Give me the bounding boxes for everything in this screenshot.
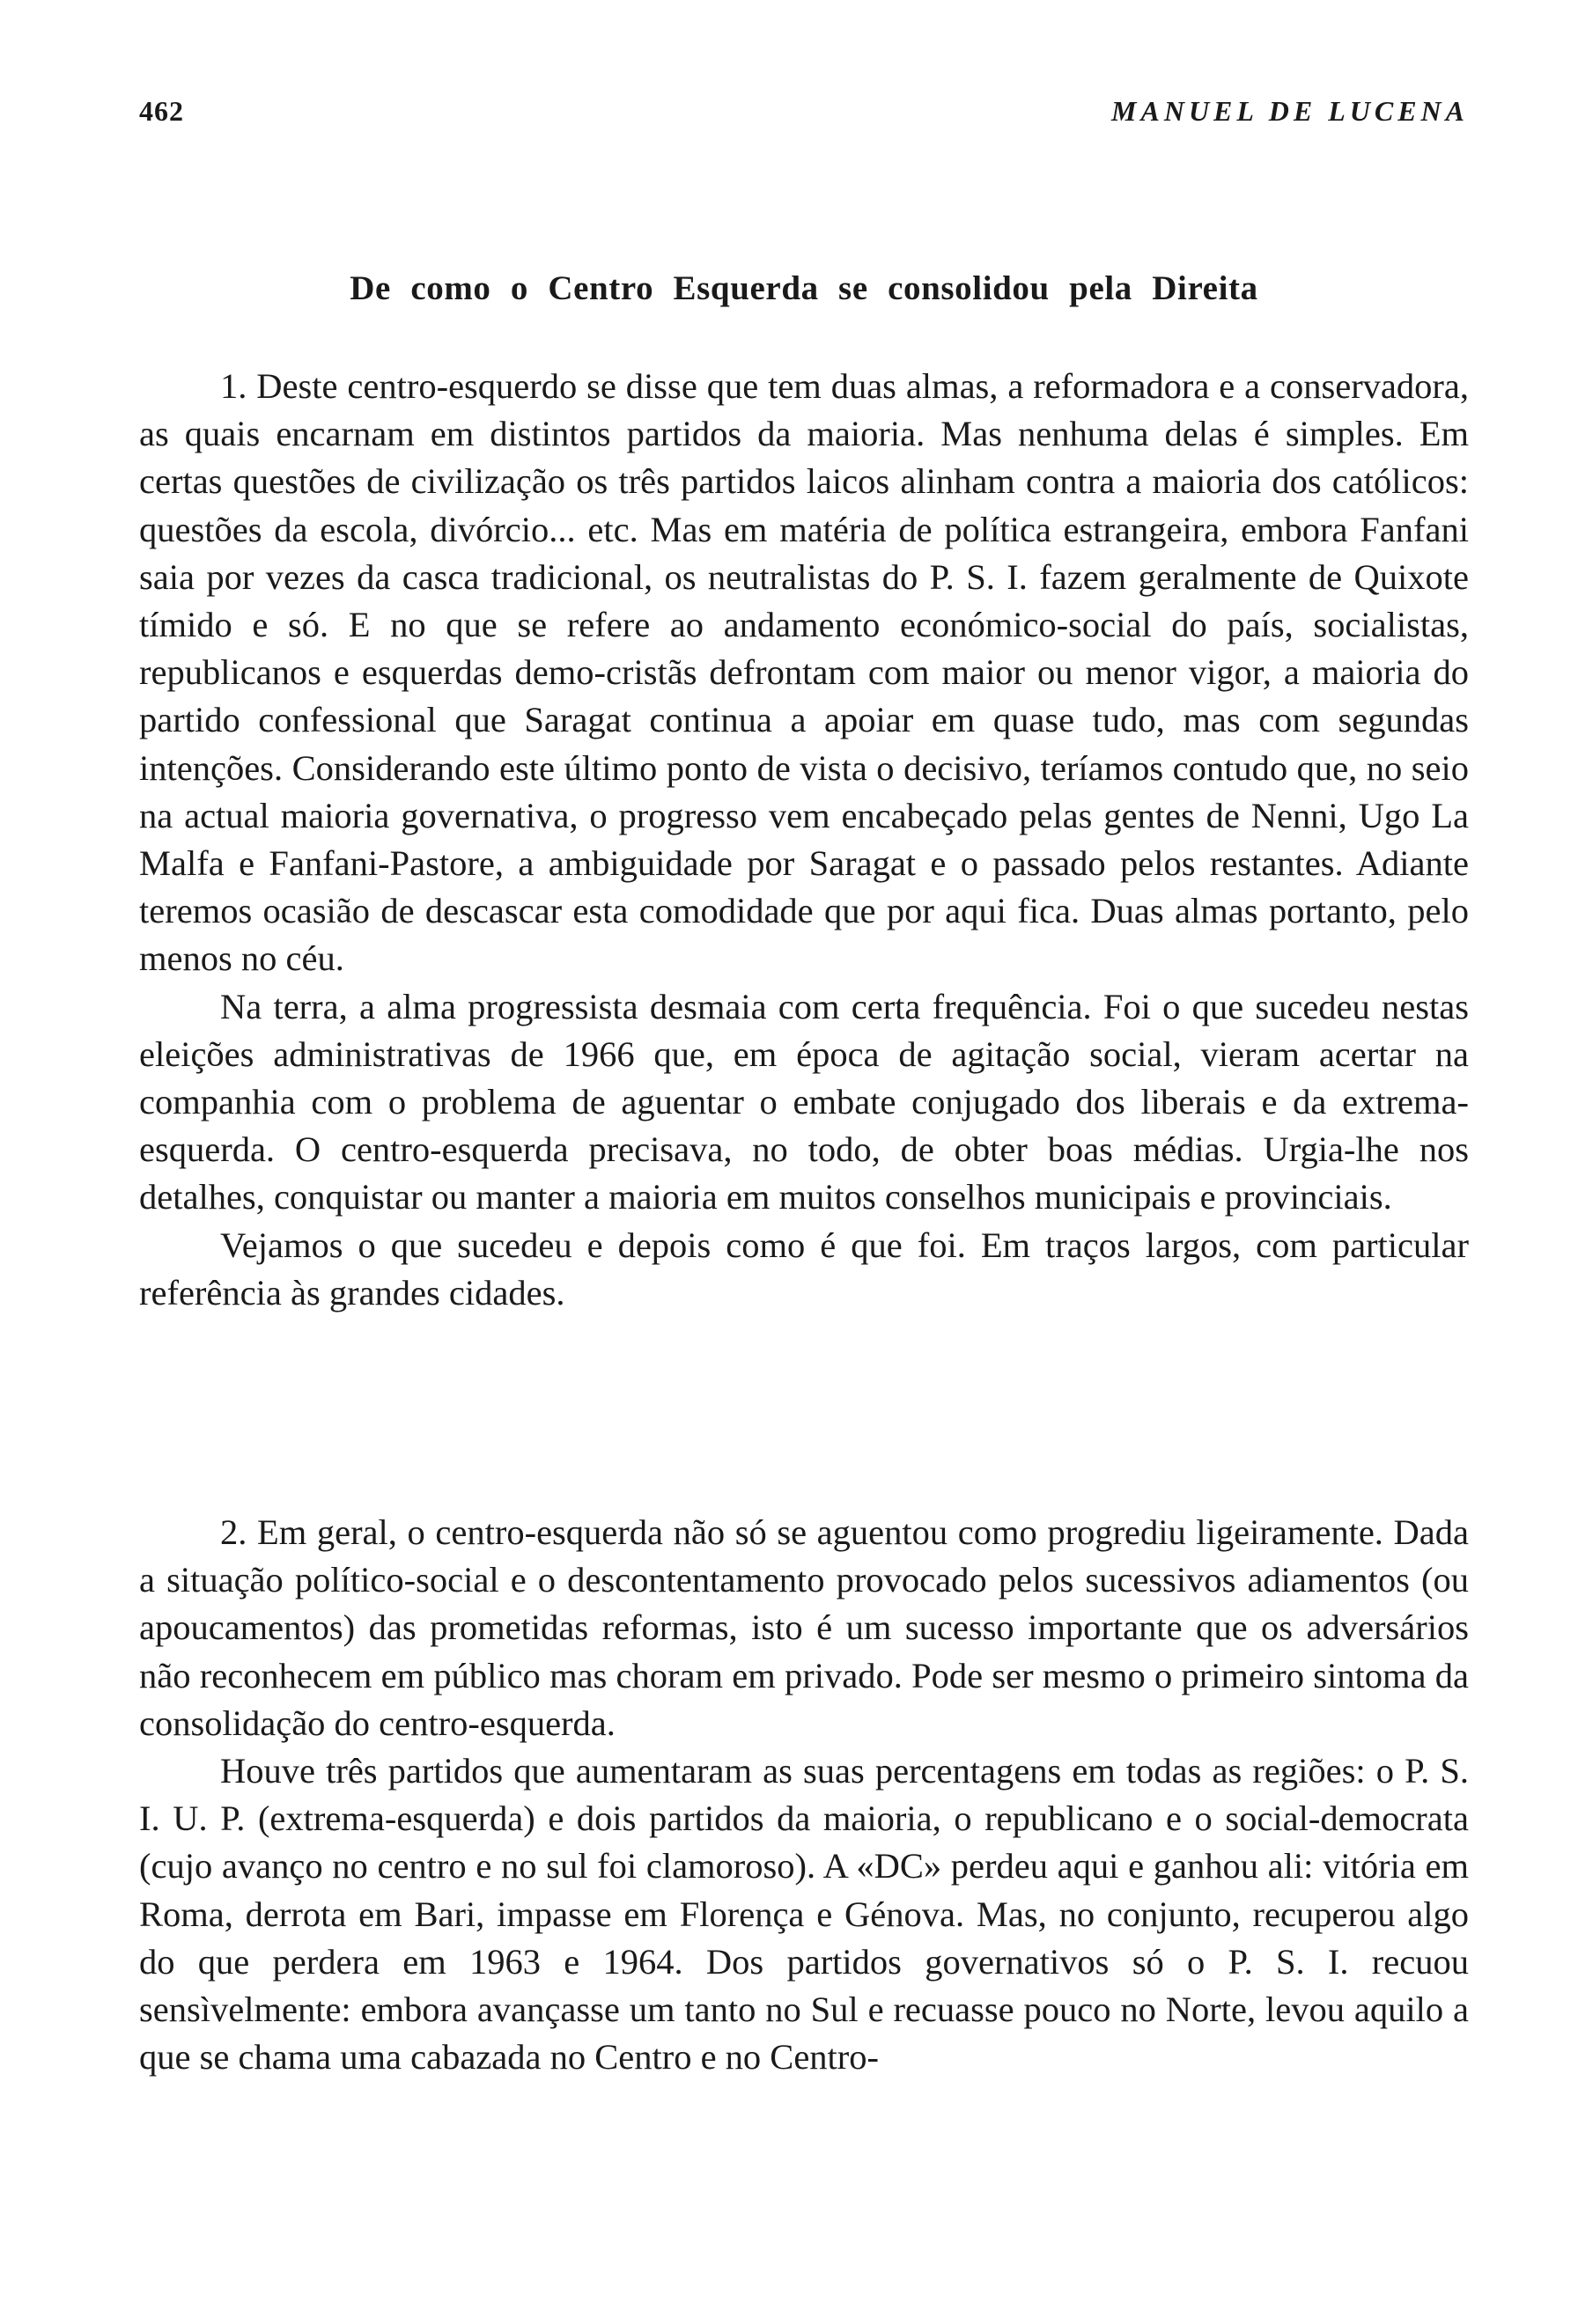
section-title: De como o Centro Esquerda se consolidou pela Direita	[350, 269, 1258, 307]
paragraph: Vejamos o que sucedeu e depois como é que foi. Em traços largos, com particular referência às grandes cidades.	[139, 1225, 1469, 1313]
section-2-body	[139, 1509, 1469, 2081]
paragraph: 2. Em geral, o centro-esquerda não só se aguentou como progrediu ligeiramente. Dada a situação político-social e o descontentamento provocado pelos sucessivos adiamentos (ou apoucamentos) das prometidas reformas, isto é um sucesso importante que os adversários não reconhecem em público mas choram em privado. Pode ser mesmo o primeiro sintoma da consolidação do centro-esquerda.	[139, 1512, 1469, 1743]
running-head	[139, 95, 1469, 134]
page-number: 462	[139, 95, 184, 127]
paragraph: Na terra, a alma progressista desmaia com certa frequência. Foi o que sucedeu nestas eleições administrativas de 1966 que, em época de agitação social, vieram acertar na companhia com o problema de aguentar o embate conjugado dos liberais e da extrema-esquerda. O centro-esquerda precisava, no todo, de obter boas médias. Urgia-lhe nos detalhes, conquistar ou manter a maioria em muitos conselhos municipais e provinciais.	[139, 986, 1469, 1217]
running-head-author: MANUEL DE LUCENA	[1111, 95, 1469, 127]
paragraph: Houve três partidos que aumentaram as suas percentagens em todas as regiões: o P. S. I. U. P. (extrema-esquerda) e dois partidos da maioria, o republicano e o social-democrata (cujo avanço no centro e no sul foi clamoroso). A «DC» perdeu aqui e ganhou ali: vitória em Roma, derrota em Bari, impasse em Florença e Génova. Mas, no conjunto, recuperou algo do que perdera em 1963 e 1964. Dos partidos governativos só o P. S. I. recuou sensìvelmente: embora avançasse um tanto no Sul e recuasse pouco no Norte, levou aquilo a que se chama uma cabazada no Centro e no Centro-	[139, 1751, 1469, 2078]
section-1-body	[139, 363, 1469, 1317]
paragraph: 1. Deste centro-esquerdo se disse que tem duas almas, a reformadora e a conservadora, as quais encarnam em distintos partidos da maioria. Mas nenhuma delas é simples. Em certas questões de civilização os três partidos laicos alinham contra a maioria dos católicos: questões da escola, divórcio... etc. Mas em matéria de política estrangeira, embora Fanfani saia por vezes da casca tradicional, os neutralistas do P. S. I. fazem geralmente de Quixote tímido e só. E no que se refere ao andamento económico-social do país, socialistas, republicanos e esquerdas demo-cristãs defrontam com maior ou menor vigor, a maioria do partido confessional que Saragat continua a apoiar em quase tudo, mas com segundas intenções. Considerando este último ponto de vista o decisivo, teríamos contudo que, no seio na actual maioria governativa, o progresso vem encabeçado pelas gentes de Nenni, Ugo La Malfa e Fanfani-Pastore, a ambiguidade por Saragat e o passado pelos restantes. Adiante teremos ocasião de descascar esta comodidade que por aqui fica. Duas almas portanto, pelo menos no céu.	[139, 366, 1469, 979]
